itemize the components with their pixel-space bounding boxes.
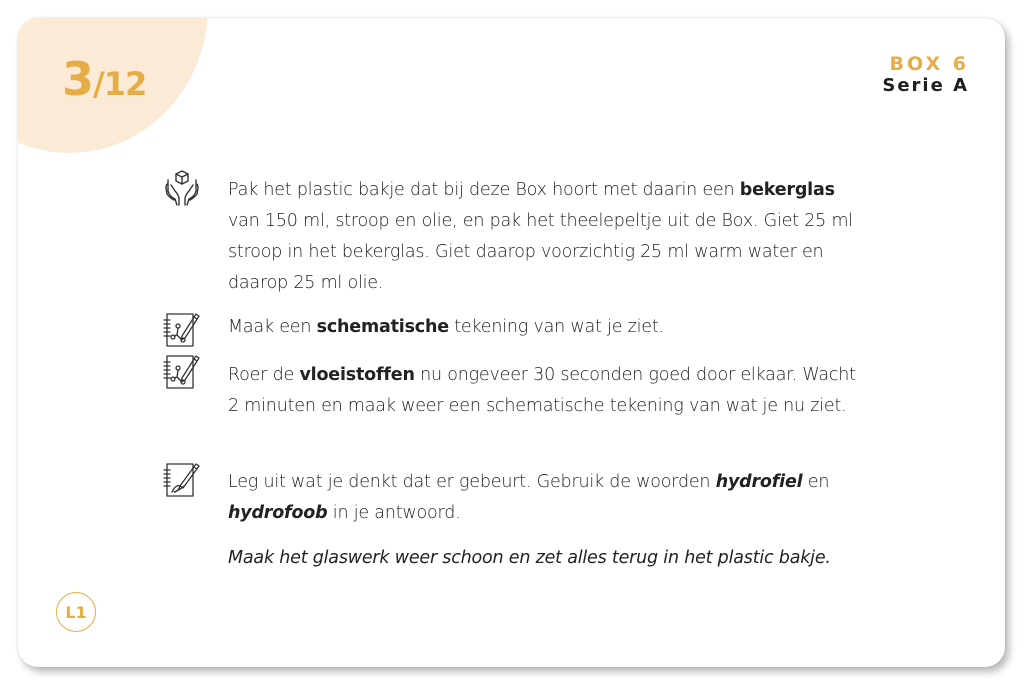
step-text: Pak het plastic bakje dat bij deze Box hoort met daarin een bekerglas van 150 ml, stroop en olie, en pak het theelepeltje uit de Box. Giet 25 ml stroop in het bekerglas. Giet daarop voorzichtig 25 ml warm water en daarop 25 ml olie. bbox=[228, 180, 853, 293]
step-text: Leg uit wat je denkt dat er gebeurt. Gebruik de woorden hydrofiel en hydrofoob in je antwoord. bbox=[228, 472, 830, 523]
page-separator: / bbox=[93, 65, 104, 103]
notebook-writing-icon bbox=[158, 456, 206, 504]
keyword: schematische bbox=[316, 317, 449, 337]
page-total: 12 bbox=[103, 65, 147, 103]
level-badge: L1 bbox=[56, 592, 96, 632]
keyword: vloeistoffen bbox=[299, 365, 415, 385]
keyword: hydrofiel bbox=[715, 472, 803, 492]
step-text: Maak een schematische tekening van wat je ziet. bbox=[228, 317, 664, 337]
page-current: 3 bbox=[62, 52, 94, 106]
instruction-card bbox=[18, 18, 1005, 667]
notebook-drawing-icon bbox=[158, 306, 206, 354]
cleanup-note: Maak het glaswerk weer schoon en zet alles terug in het plastic bakje. bbox=[228, 548, 831, 568]
box-series: Serie A bbox=[882, 75, 969, 96]
box-title: BOX 6 bbox=[889, 53, 969, 75]
step-text: Roer de vloeistoffen nu ongeveer 30 seconden goed door elkaar. Wacht 2 minuten en maak weer een schematische tekening van wat je nu ziet. bbox=[228, 365, 856, 416]
instructions bbox=[18, 18, 1005, 667]
hands-holding-box-icon bbox=[158, 164, 206, 212]
keyword: bekerglas bbox=[739, 180, 835, 200]
keyword: hydrofoob bbox=[228, 503, 328, 523]
notebook-drawing-icon bbox=[158, 348, 206, 396]
